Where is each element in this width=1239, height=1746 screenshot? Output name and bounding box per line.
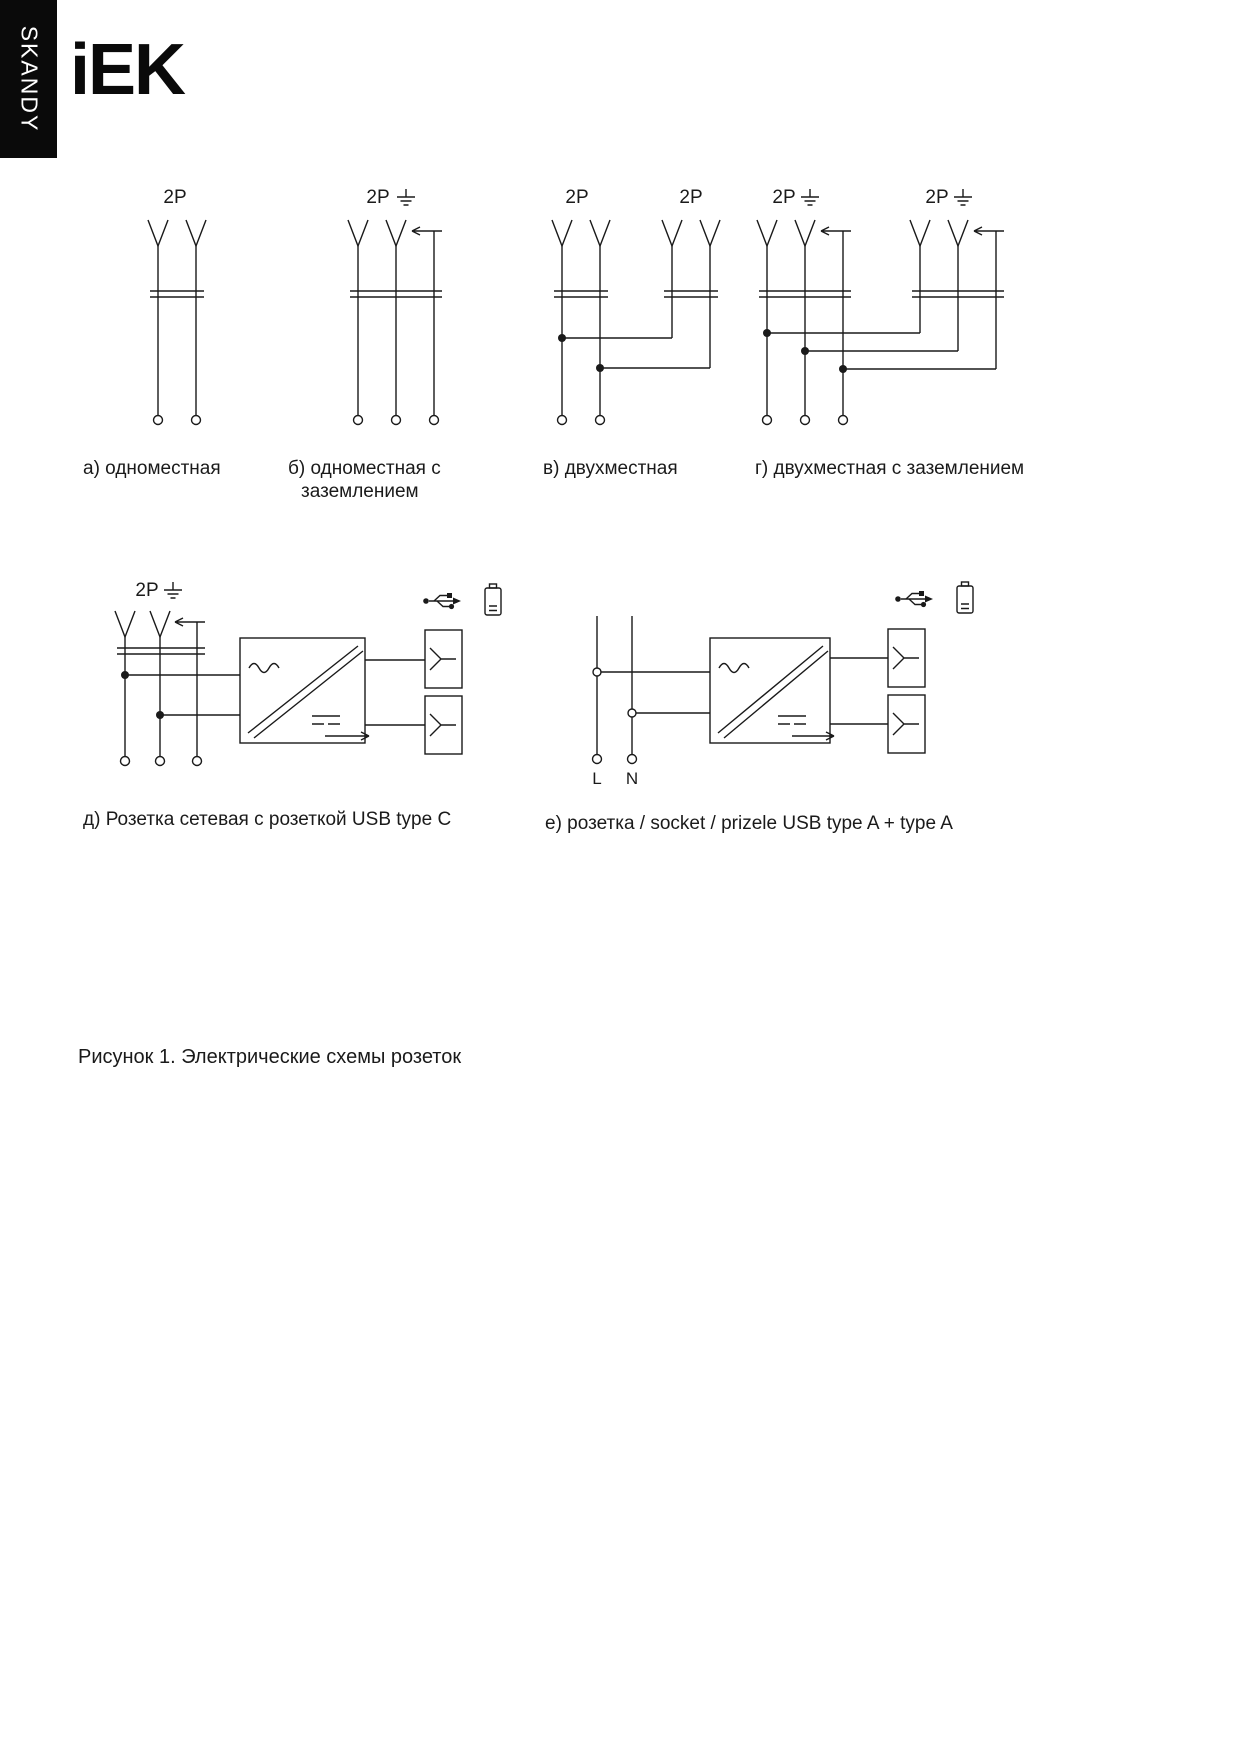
acdc-converter-box (240, 638, 369, 743)
tap-terminals (593, 668, 636, 717)
skandy-label: SKANDY (16, 25, 42, 133)
earth-symbol-icon (954, 189, 972, 205)
plug-contact-icon (757, 220, 968, 246)
conductor-lines (158, 246, 196, 415)
diagram-g-schematic (752, 183, 1027, 448)
feed-wires (125, 675, 240, 715)
battery-icon (485, 584, 501, 615)
earth-symbol-icon (801, 189, 819, 205)
usb-icon (895, 591, 933, 607)
iek-logo: iEK (70, 30, 185, 110)
terminal-circles (763, 416, 848, 425)
conductor-lines-left (767, 231, 843, 415)
usb-port-bottom (425, 696, 462, 754)
ac-sine-icon (249, 664, 279, 673)
terminal-circles (154, 416, 201, 425)
plug-contact-icon (552, 220, 720, 246)
conductor-lines (597, 616, 632, 754)
terminal-circles (593, 755, 637, 764)
diagram-b-schematic (290, 183, 460, 448)
neutral-terminal-label: N (625, 769, 639, 788)
pole-count-label: 2P (163, 187, 187, 208)
ac-sine-icon (719, 664, 749, 673)
diagram-e-caption: е) розетка / socket / prizele USB type A + type A (545, 813, 953, 834)
diagram-a-caption: а) одноместная (83, 458, 221, 479)
pole-count-label: 2P (366, 187, 390, 208)
conductor-lines-right (920, 231, 996, 369)
diagram-g-caption: г) двухместная с заземлением (755, 458, 1025, 479)
diagram-v-schematic (540, 183, 750, 448)
line-terminal-label: L (592, 769, 602, 788)
usb-icon (423, 593, 461, 609)
diagram-e-schematic (545, 578, 975, 813)
skandy-side-tab (0, 0, 57, 158)
diagram-a (85, 183, 225, 448)
figure-caption: Рисунок 1. Электрические схемы розеток (78, 1046, 462, 1068)
conductor-lines-left (562, 246, 600, 415)
conductor-lines (125, 622, 197, 756)
diagram-a-schematic (85, 183, 225, 448)
earth-symbol-icon (397, 189, 415, 205)
usb-port-top (425, 630, 462, 688)
feed-wires (597, 672, 710, 713)
junction-dots (558, 334, 604, 372)
diagram-b-caption (288, 457, 441, 503)
diagram-b-caption-line2: заземлением (301, 481, 419, 502)
pole-count-label-left: 2P (565, 187, 589, 208)
usb-port-bottom (888, 695, 925, 753)
pole-count-label: 2P (135, 580, 159, 601)
bridge-wires (562, 338, 710, 368)
usb-port-top (888, 629, 925, 687)
terminal-circles (121, 757, 202, 766)
diagram-d-caption: д) Розетка сетевая с розеткой USB type C (83, 809, 452, 830)
diagram-b (290, 183, 460, 448)
acdc-converter-box (710, 638, 834, 743)
conductor-lines-right (672, 246, 710, 368)
socket-strip (117, 648, 205, 654)
plug-contact-icon (115, 611, 170, 637)
output-wires (365, 660, 425, 725)
diagram-g (752, 183, 1027, 448)
output-arrow-icon (325, 732, 369, 740)
output-arrow-icon (792, 732, 834, 740)
ground-contact-arrow-icon (175, 618, 205, 626)
plug-contact-icon (348, 220, 406, 246)
pole-count-label-left: 2P (772, 187, 796, 208)
dc-symbol-icon (778, 716, 806, 724)
battery-icon (957, 582, 973, 613)
diagram-d (85, 578, 515, 798)
pole-count-label-right: 2P (925, 187, 949, 208)
earth-symbol-icon (164, 582, 182, 598)
junction-dots (121, 671, 164, 719)
output-wires (830, 658, 888, 724)
plug-contact-icon (148, 220, 206, 246)
diagram-e (545, 578, 975, 813)
terminal-circles (354, 416, 439, 425)
diagram-d-schematic (85, 578, 515, 798)
diagram-v-caption: в) двухместная (543, 458, 678, 479)
terminal-circles (558, 416, 605, 425)
dc-symbol-icon (312, 716, 340, 724)
ground-contact-arrow-icon (412, 227, 442, 235)
conductor-lines (358, 231, 434, 415)
diagram-v (540, 183, 750, 448)
pole-count-label-right: 2P (679, 187, 703, 208)
diagram-b-caption-line1: б) одноместная с (288, 458, 441, 479)
